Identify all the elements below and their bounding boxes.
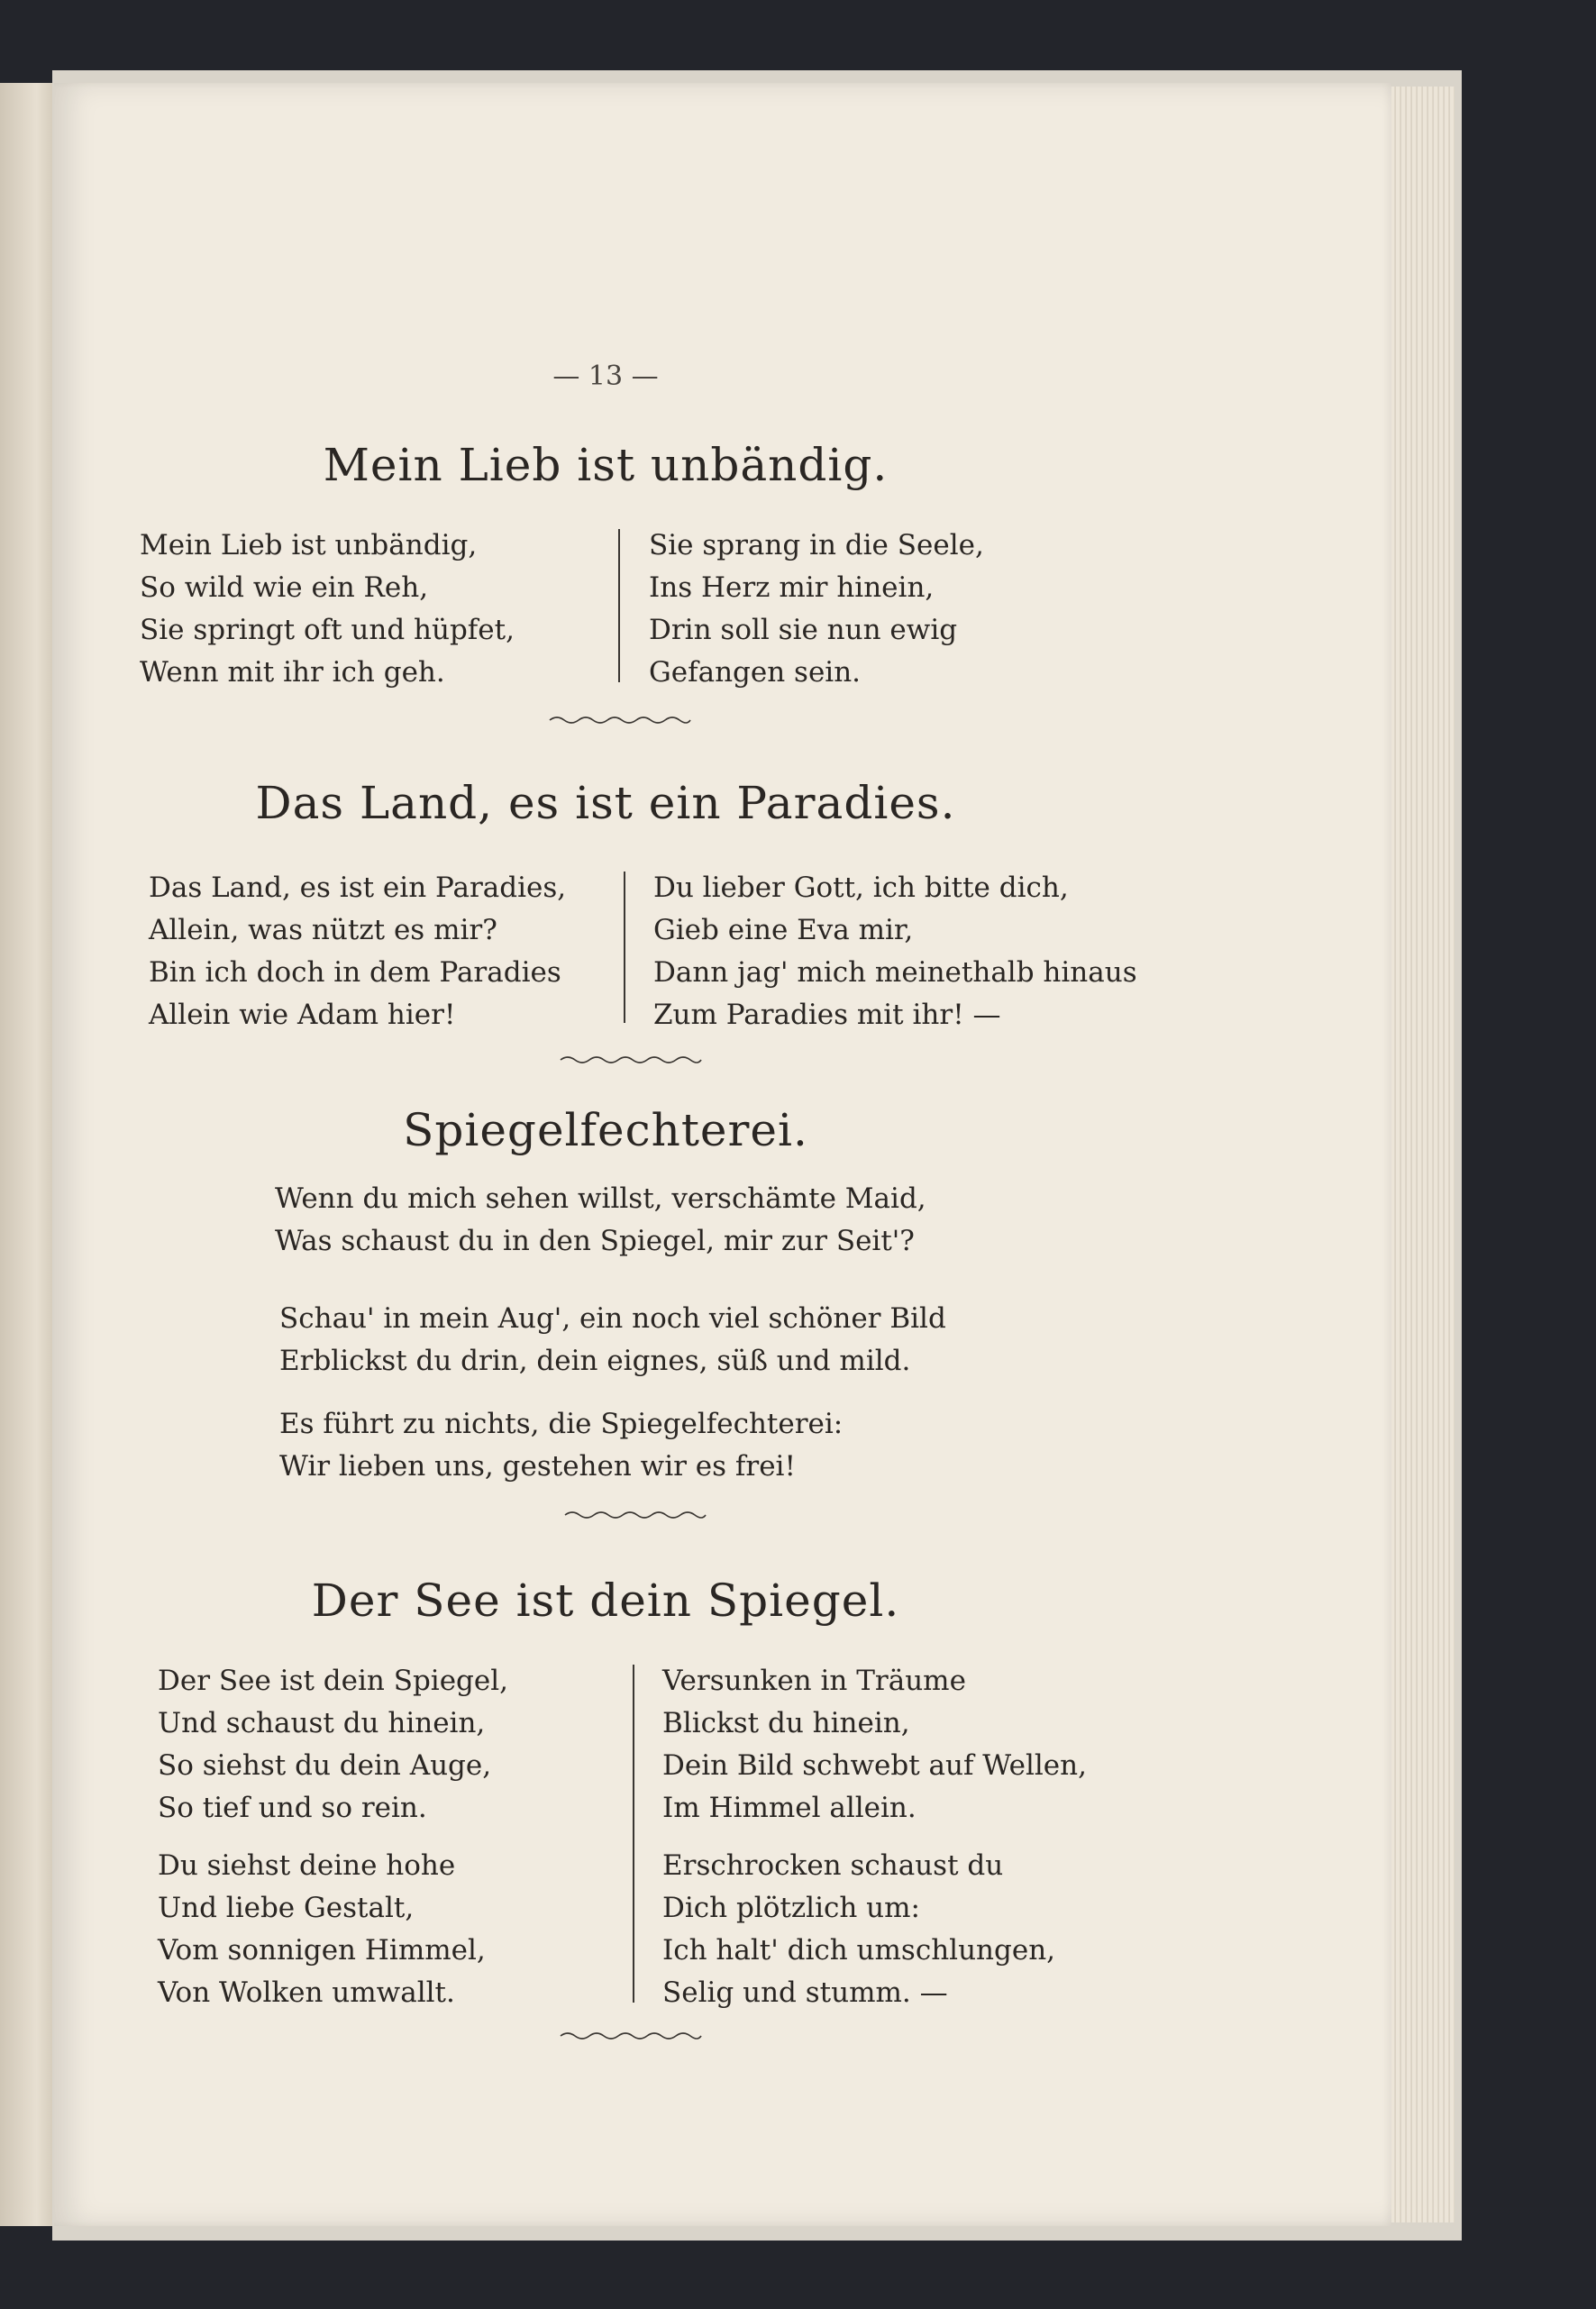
verse-line: Selig und stumm. — — [662, 1976, 948, 2009]
poem-4-column-1b — [158, 1845, 486, 2014]
verse-line: Das Land, es ist ein Paradies, — [149, 872, 567, 904]
poem-title-4: Der See ist dein Spiegel. — [311, 1574, 900, 1627]
poem-1-column-1 — [140, 525, 515, 694]
verse-line: Allein wie Adam hier! — [149, 999, 456, 1031]
column-divider — [633, 1665, 634, 2003]
page-number: — 13 — — [552, 360, 659, 392]
poem-3-stanza-1 — [275, 1178, 926, 1263]
poem-4-column-2b — [662, 1845, 1055, 2014]
flourish-divider — [563, 1509, 707, 1521]
verse-line: Erschrocken schaust du — [662, 1849, 1004, 1882]
verse-line: Ins Herz mir hinein, — [649, 571, 935, 604]
poem-4-column-2a — [662, 1660, 1087, 1830]
poem-title-1: Mein Lieb ist unbändig. — [323, 439, 889, 491]
verse-line: Gieb eine Eva mir, — [653, 914, 914, 946]
flourish-divider — [559, 1054, 703, 1066]
verse-line: Blickst du hinein, — [662, 1707, 910, 1739]
poem-title-3: Spiegelfechterei. — [403, 1104, 808, 1156]
verse-line: Erblickst du drin, dein eignes, süß und mild. — [279, 1345, 911, 1377]
verse-line: Sie sprang in die Seele, — [649, 529, 984, 561]
poem-2-column-1 — [149, 867, 566, 1036]
flourish-divider — [559, 2030, 703, 2042]
column-divider — [618, 529, 620, 682]
verse-line: Vom sonnigen Himmel, — [158, 1934, 486, 1967]
verse-line: Du lieber Gott, ich bitte dich, — [653, 872, 1069, 904]
verse-line: Und schaust du hinein, — [158, 1707, 486, 1739]
verse-line: Du siehst deine hohe — [158, 1849, 456, 1882]
verse-line: Sie springt oft und hüpfet, — [140, 614, 515, 646]
poem-3-stanza-3 — [279, 1403, 843, 1488]
verse-line: Drin soll sie nun ewig — [649, 614, 958, 646]
verse-line: So tief und so rein. — [158, 1792, 427, 1824]
poem-2-column-2 — [653, 867, 1137, 1036]
verse-line: Was schaust du in den Spiegel, mir zur Seit'? — [275, 1225, 915, 1257]
column-divider — [624, 872, 625, 1023]
poem-4-column-1a — [158, 1660, 508, 1830]
verse-line: Mein Lieb ist unbändig, — [140, 529, 478, 561]
verse-line: Schau' in mein Aug', ein noch viel schöner Bild — [279, 1302, 946, 1335]
verse-line: Im Himmel allein. — [662, 1792, 917, 1824]
verse-line: Allein, was nützt es mir? — [149, 914, 497, 946]
poem-3-stanza-2 — [279, 1298, 946, 1383]
verse-line: So siehst du dein Auge, — [158, 1749, 492, 1782]
verse-line: Zum Paradies mit ihr! — — [653, 999, 1001, 1031]
verse-line: Dein Bild schwebt auf Wellen, — [662, 1749, 1087, 1782]
verse-line: Von Wolken umwallt. — [158, 1976, 455, 2009]
verse-line: Und liebe Gestalt, — [158, 1892, 415, 1924]
verse-line: Gefangen sein. — [649, 656, 862, 689]
verse-line: Es führt zu nichts, die Spiegelfechterei: — [279, 1408, 844, 1440]
verse-line: Ich halt' dich umschlungen, — [662, 1934, 1056, 1967]
page-edges — [1391, 87, 1455, 2222]
book-page — [54, 83, 1391, 2226]
verse-line: So wild wie ein Reh, — [140, 571, 429, 604]
verse-line: Dann jag' mich meinethalb hinaus — [653, 956, 1137, 989]
verse-line: Wenn du mich sehen willst, verschämte Maid, — [275, 1182, 926, 1215]
verse-line: Dich plötzlich um: — [662, 1892, 920, 1924]
flourish-divider — [548, 714, 692, 726]
verse-line: Bin ich doch in dem Paradies — [149, 956, 561, 989]
verse-line: Versunken in Träume — [662, 1665, 966, 1697]
verse-line: Wir lieben uns, gestehen wir es frei! — [279, 1450, 796, 1483]
poem-title-2: Das Land, es ist ein Paradies. — [255, 777, 956, 829]
poem-1-column-2 — [649, 525, 984, 694]
verse-line: Wenn mit ihr ich geh. — [140, 656, 445, 689]
verse-line: Der See ist dein Spiegel, — [158, 1665, 509, 1697]
